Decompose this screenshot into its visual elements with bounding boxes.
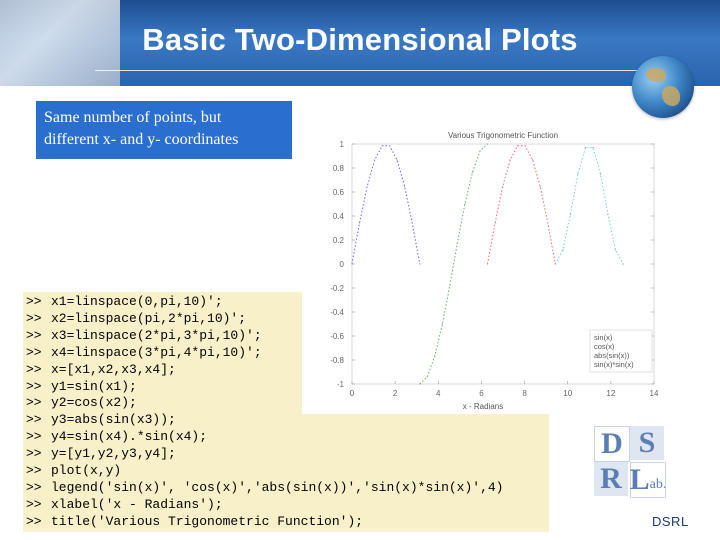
data-point	[555, 263, 556, 264]
prompt-marker: >>	[26, 378, 42, 394]
data-point	[585, 147, 586, 148]
data-point	[389, 145, 390, 146]
logo-letter-s: S	[630, 426, 664, 460]
code-command: x2=linspace(pi,2*pi,10)';	[51, 310, 247, 326]
x-axis-label: x - Radians	[462, 402, 504, 411]
x-tick-label: 10	[563, 389, 573, 398]
legend-entry: abs(sin(x))	[594, 351, 630, 360]
x-tick-label: 12	[606, 389, 616, 398]
logo-letter-r: R	[594, 462, 628, 496]
code-command: x4=linspace(3*pi,4*pi,10)';	[51, 344, 262, 360]
code-command: x=[x1,x2,x3,x4];	[51, 361, 176, 377]
data-point	[600, 173, 601, 174]
data-point	[622, 263, 623, 264]
prompt-marker: >>	[26, 412, 42, 428]
code-command: y2=cos(x2);	[51, 395, 137, 411]
data-point	[570, 214, 571, 215]
globe-icon	[632, 56, 694, 118]
data-point	[404, 186, 405, 187]
callout-line-2: different x- and y- coordinates	[44, 131, 239, 148]
logo-letter-l-text: L	[629, 463, 650, 496]
prompt-marker: >>	[26, 496, 42, 512]
prompt-marker: >>	[26, 513, 42, 529]
callout-note	[36, 101, 292, 159]
data-point	[396, 159, 397, 160]
data-point	[464, 203, 465, 204]
slide-title: Basic Two-Dimensional Plots	[142, 22, 578, 57]
data-point	[442, 323, 443, 324]
code-command: legend('sin(x)', 'cos(x)','abs(sin(x))','sin(x)*sin(x)',4)	[51, 479, 504, 495]
chart-title: Various Trigonometric Function	[447, 131, 559, 140]
prompt-marker: >>	[26, 395, 42, 411]
logo-letter-d: D	[594, 426, 630, 462]
data-point	[412, 222, 413, 223]
x-tick-label: 6	[479, 389, 484, 398]
prompt-marker: >>	[26, 479, 42, 495]
x-tick-label: 4	[436, 389, 441, 398]
y-tick-label: 0.2	[332, 236, 344, 245]
legend-entry: cos(x)	[594, 342, 615, 351]
data-point	[540, 186, 541, 187]
code-command: title('Various Trigonometric Function');	[51, 513, 364, 529]
x-tick-label: 2	[392, 389, 398, 398]
code-command: x1=linspace(0,pi,10)';	[51, 294, 223, 309]
prompt-marker: >>	[26, 294, 42, 309]
plot-canvas	[302, 128, 664, 414]
legend-entry: sin(x)*sin(x)	[594, 360, 634, 369]
data-point	[472, 171, 473, 172]
prompt-marker: >>	[26, 361, 42, 377]
data-point	[449, 284, 450, 285]
data-point	[487, 143, 488, 144]
y-tick-label: -0.8	[330, 356, 344, 365]
prompt-marker: >>	[26, 344, 42, 360]
data-point	[457, 242, 458, 243]
data-point	[592, 147, 593, 148]
y-tick-label: 0.6	[332, 188, 344, 197]
data-point	[359, 222, 360, 223]
data-point	[502, 186, 503, 187]
code-command: y3=abs(sin(x3));	[51, 412, 176, 428]
y-tick-label: -0.6	[330, 332, 344, 341]
data-point	[479, 151, 480, 152]
data-point	[351, 263, 352, 264]
data-point	[524, 145, 525, 146]
logo-suffix: ab.	[649, 477, 667, 492]
y-tick-label: 0.4	[332, 212, 344, 221]
x-tick-label: 0	[349, 389, 355, 398]
data-point	[547, 222, 548, 223]
y-tick-label: -1	[336, 380, 344, 389]
data-point	[419, 263, 420, 264]
prompt-marker: >>	[26, 327, 42, 343]
data-point	[494, 222, 495, 223]
data-point	[487, 263, 488, 264]
prompt-marker: >>	[26, 463, 42, 478]
code-command: y1=sin(x1);	[51, 378, 137, 394]
code-command: y=[y1,y2,y3,y4];	[51, 446, 176, 462]
code-command: plot(x,y)	[51, 463, 122, 478]
data-point	[562, 249, 563, 250]
data-point	[434, 355, 435, 356]
logo-letter-l	[630, 462, 666, 498]
y-tick-label: 0.8	[332, 164, 344, 173]
header-rule	[95, 70, 655, 71]
code-command: y4=sin(x4).*sin(x4);	[51, 429, 208, 445]
data-point	[615, 249, 616, 250]
x-tick-label: 14	[649, 389, 659, 398]
y-tick-label: 1	[339, 140, 344, 149]
data-point	[577, 173, 578, 174]
code-command: x3=linspace(2*pi,3*pi,10)';	[51, 327, 262, 343]
y-tick-label: -0.4	[330, 308, 344, 317]
data-point	[509, 159, 510, 160]
code-command: xlabel('x - Radians');	[51, 496, 223, 512]
data-point	[366, 186, 367, 187]
prompt-marker: >>	[26, 429, 42, 445]
y-tick-label: -0.2	[330, 284, 344, 293]
data-point	[381, 145, 382, 146]
matlab-figure	[302, 128, 664, 414]
prompt-marker: >>	[26, 446, 42, 462]
dsrl-caption: DSRL	[652, 514, 689, 529]
x-tick-label: 8	[522, 389, 527, 398]
data-point	[419, 383, 420, 384]
y-tick-label: 0	[339, 260, 344, 269]
data-point	[532, 159, 533, 160]
data-point	[517, 145, 518, 146]
data-point	[427, 376, 428, 377]
prompt-marker: >>	[26, 310, 42, 326]
slide-header	[0, 0, 720, 86]
data-point	[607, 214, 608, 215]
legend-entry: sin(x)	[594, 333, 613, 342]
data-point	[374, 159, 375, 160]
callout-line-1: Same number of points, but	[44, 109, 222, 126]
dsrl-logo	[594, 426, 696, 514]
